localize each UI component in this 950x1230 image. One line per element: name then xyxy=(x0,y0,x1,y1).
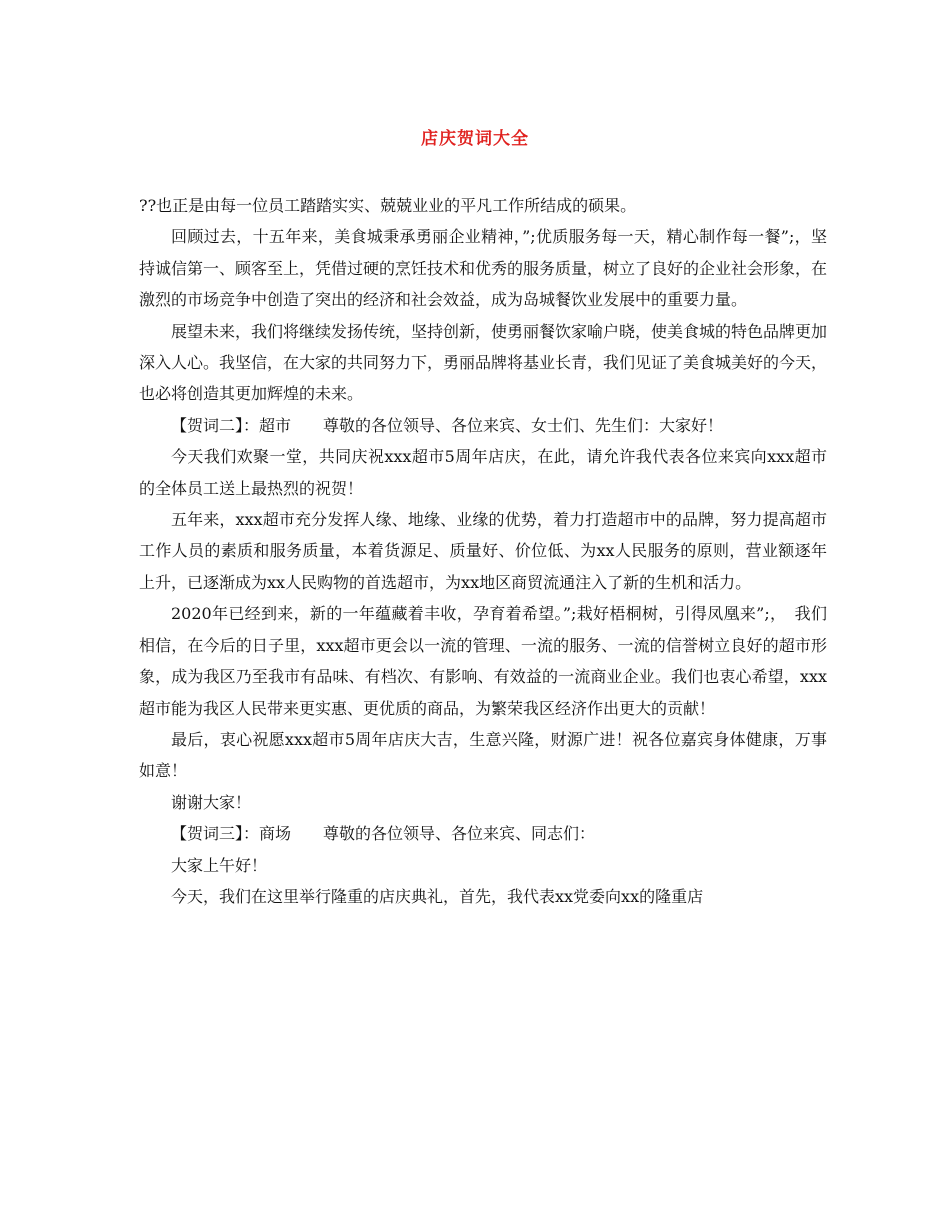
paragraph: 【贺词二】：超市 尊敬的各位领导、各位来宾、女士们、先生们：大家好！ xyxy=(171,415,724,435)
paragraph: 五年来，xxx超市充分发挥人缘、地缘、业缘的优势，着力打造超市中的品牌，努力提高超市工作人员的素质和服务质量，本着货源足、质量好、价位低、为xx人民服务的原则，营业额逐年上升，已逐渐成为xx人民购物的首选超市，为xx地区商贸流通注入了新的生机和活力。 xyxy=(139,510,827,592)
paragraph: 回顾过去，十五年来，美食城秉承勇丽企业精神，”;优质服务每一天，精心制作每一餐”;，坚持诚信第一、顾客至上，凭借过硬的烹饪技术和优秀的服务质量，树立了良好的企业社会形象，在激烈的市场竞争中创造了突出的经济和社会效益，成为岛城餐饮业发展中的重要力量。 xyxy=(139,227,828,310)
paragraph: ??也正是由每一位员工踏踏实实、兢兢业业的平凡工作所结成的硕果。 xyxy=(139,196,637,215)
document-body xyxy=(139,190,827,912)
paragraph: 2020年已经到来，新的一年蕴藏着丰收，孕育着希望。”;栽好梧桐树，引得凤凰来”;， 我们相信，在今后的日子里，xxx超市更会以一流的管理、一流的服务、一流的信誉树立良好的超市形象，成为我区乃至我市有品味、有档次、有影响、有效益的一流商业企业。我们也衷心希望，xxx超市能为我区人民带来更实惠、更优质的商品，为繁荣我区经济作出更大的贡献！ xyxy=(139,604,827,718)
paragraph: 今天，我们在这里举行隆重的店庆典礼，首先，我代表xx党委向xx的隆重店 xyxy=(171,886,704,906)
paragraph: 展望未来，我们将继续发扬传统，坚持创新，使勇丽餐饮家喻户晓，使美食城的特色品牌更加深入人心。我坚信，在大家的共同努力下，勇丽品牌将基业长青，我们见证了美食城美好的今天，也必将创造其更加辉煌的未来。 xyxy=(139,321,828,404)
paragraph: 谢谢大家！ xyxy=(171,792,252,812)
paragraph: 【贺词三】：商场 尊敬的各位领导、各位来宾、同志们： xyxy=(171,824,596,844)
paragraph: 最后，衷心祝愿xxx超市5周年店庆大吉，生意兴隆，财源广进！祝各位嘉宾身体健康，万事如意！ xyxy=(139,729,827,781)
paragraph: 今天我们欢聚一堂，共同庆祝xxx超市5周年店庆，在此，请允许我代表各位来宾向xxx超市的全体员工送上最热烈的祝贺！ xyxy=(139,447,827,498)
paragraph: 大家上午好！ xyxy=(171,855,268,875)
document-title: 店庆贺词大全 xyxy=(421,129,529,149)
